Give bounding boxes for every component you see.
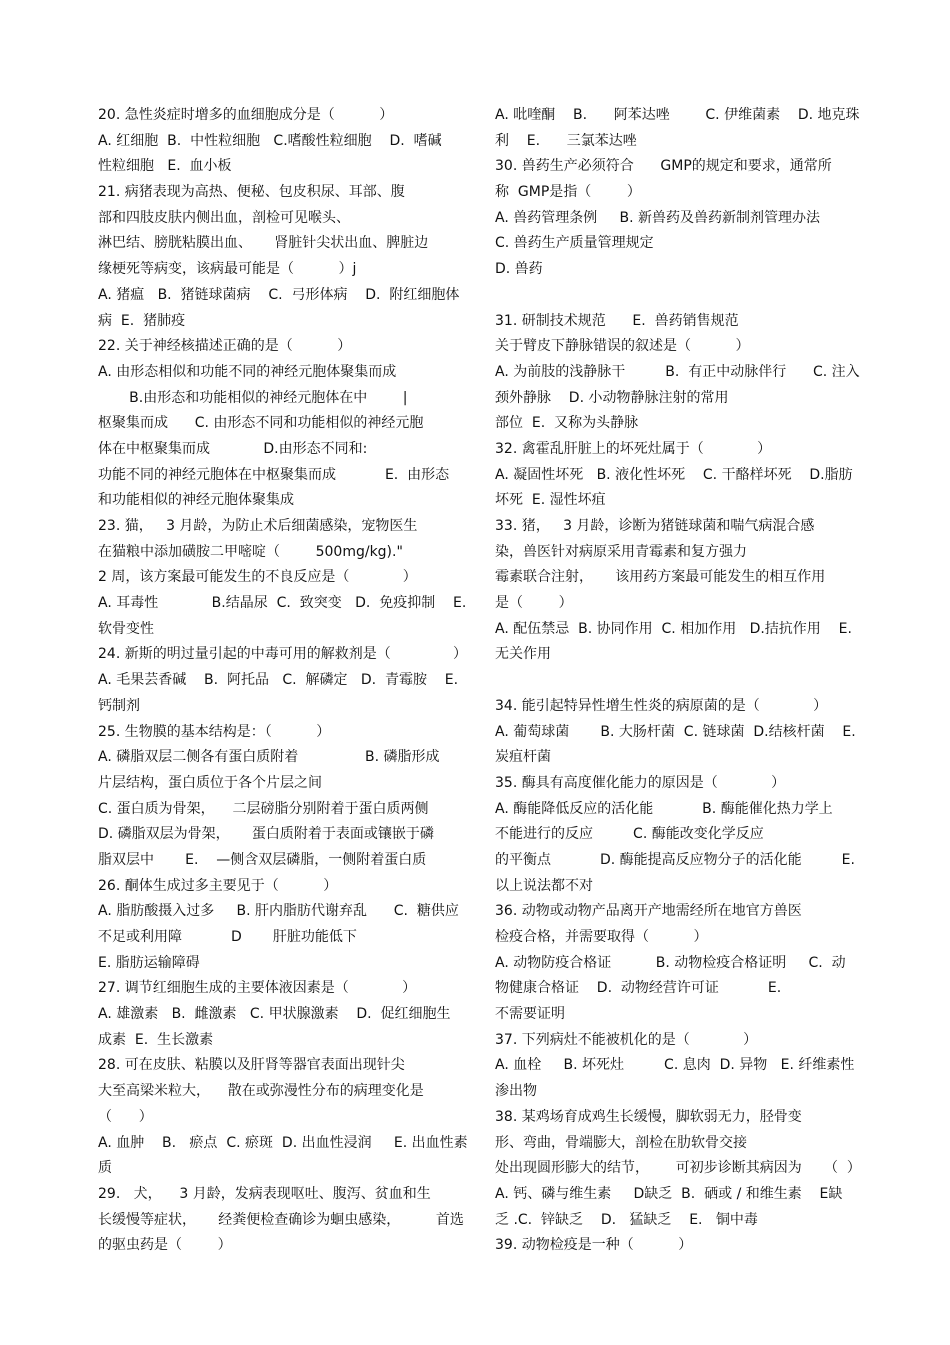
text-line: 颈外静脉 D. 小动物静脉注射的常用 <box>495 389 729 406</box>
text-line: D. 磷脂双层为骨架， 蛋白质附着于表面或镶嵌于磷 <box>98 826 434 843</box>
text-line: 21. 病猪表现为高热、便秘、包皮积尿、耳部、腹 <box>98 184 405 201</box>
text-line: 关于臂皮下静脉错误的叙述是（ ） <box>495 338 750 355</box>
text-line: 26. 酮体生成过多主要见于（ ） <box>98 877 338 894</box>
text-line: 成素 E. 生长激素 <box>98 1031 214 1048</box>
text-line: 32. 禽霍乱肝脏上的坏死灶属于（ ） <box>495 440 772 457</box>
text-line: C. 兽药生产质量管理规定 <box>495 235 654 252</box>
text-line: 27. 调节红细胞生成的主要体液因素是（ ） <box>98 980 417 997</box>
text-line: A. 葡萄球菌 B. 大肠杆菌 C. 链球菌 D.结核杆菌 E. <box>495 723 856 740</box>
text-line: 大至高梁米粒大， 散在或弥漫性分布的病理变化是 <box>98 1083 424 1100</box>
text-line: A. 脂肪酸摄入过多 B. 肝内脂肪代谢弃乱 C. 糖供应 <box>98 903 459 920</box>
text-line: 软骨变性 <box>98 620 154 637</box>
text-line: 性粒细胞 E. 血小板 <box>98 158 232 175</box>
text-line: 在猫粮中添加磺胺二甲嘧啶（ 500mg/kg)." <box>98 543 403 560</box>
text-line: 36. 动物或动物产品离开产地需经所在地官方兽医 <box>495 903 802 920</box>
text-line: 处出现圆形膨大的结节， 可初步诊断其病因为 （ ） <box>495 1160 861 1177</box>
text-line: A. 酶能降低反应的活化能 B. 酶能催化热力学上 <box>495 800 833 817</box>
text-line: 33. 猪， 3 月龄，诊断为猪链球菌和喘气病混合感 <box>495 518 815 534</box>
text-line: A. 耳毒性 B.结晶尿 C. 致突变 D. 免疫抑制 E. <box>98 595 467 612</box>
text-line: 34. 能引起特异性增生性炎的病原菌的是（ ） <box>495 697 828 714</box>
text-line <box>495 283 865 309</box>
text-line: 缘梗死等病变，该病最可能是（ ）j <box>98 261 357 278</box>
text-line: 39. 动物检疫是一种（ ） <box>495 1237 693 1254</box>
text-line: 病 E. 猪肺疫 <box>98 312 186 329</box>
text-line: A. 毛果芸香碱 B. 阿托品 C. 解磷定 D. 青霉胺 E. <box>98 672 459 689</box>
text-line: 不能进行的反应 C. 酶能改变化学反应 <box>495 826 764 843</box>
text-line: 淋巴结、膀胱粘膜出血、 肾脏针尖状出血、脾脏边 <box>98 235 429 252</box>
text-line: A. 红细胞 B. 中性粒细胞 C.嗜酸性粒细胞 D. 嗜碱 <box>98 132 442 149</box>
text-line: A. 配伍禁忌 B. 协同作用 C. 相加作用 D.拮抗作用 E. <box>495 620 852 637</box>
text-line: 乏 .C. 锌缺乏 D. 猛缺乏 E. 铜中毒 <box>495 1211 758 1228</box>
text-line: 脂双层中 E. —侧含双层磷脂，一侧附着蛋白质 <box>98 851 427 868</box>
text-line: A. 凝固性坏死 B. 液化性坏死 C. 干酪样坏死 D.脂肪 <box>495 466 853 483</box>
text-line: 检疫合格，并需要取得（ ） <box>495 929 708 945</box>
text-line: 形、弯曲，骨端膨大，剖检在肋软骨交接 <box>495 1134 747 1151</box>
text-line <box>495 668 865 694</box>
text-line: 物健康合格证 D. 动物经营许可证 E. <box>495 980 782 997</box>
text-line: 20. 急性炎症时增多的血细胞成分是（ ） <box>98 107 394 123</box>
text-line: A. 血肿 B. 瘀点 C. 瘀斑 D. 出血性浸润 E. 出血性素 <box>98 1134 468 1151</box>
text-line: 坏死 E. 湿性坏疽 <box>495 492 606 509</box>
text-line: 23. 猫， 3 月龄，为防止术后细菌感染，宠物医生 <box>98 518 418 534</box>
text-line: A. 吡喹酮 B. 阿苯达唑 C. 伊维菌素 D. 地克珠 <box>495 107 860 123</box>
text-line: 30. 兽药生产必须符合 GMP的规定和要求，通常所 <box>495 158 832 175</box>
text-line: 钙制剂 <box>98 697 140 714</box>
text-line: 以上说法都不对 <box>495 877 593 894</box>
text-line: 的驱虫药是（ ） <box>98 1237 232 1254</box>
text-line: A. 钙、磷与维生素 D缺乏 B. 硒或 / 和维生素 E缺 <box>495 1185 843 1202</box>
text-line: C. 蛋白质为骨架， 二层磅脂分别附着于蛋白质两侧 <box>98 800 429 817</box>
text-line: B.由形态和功能相似的神经元胞体在中 | <box>98 389 408 406</box>
text-line: 31. 研制技术规范 E. 兽药销售规范 <box>495 312 739 329</box>
text-line: 25. 生物膜的基本结构是：（ ） <box>98 723 331 740</box>
text-line: 37. 下列病灶不能被机化的是（ ） <box>495 1031 758 1048</box>
text-line: A. 兽药管理条例 B. 新兽药及兽药新制剂管理办法 <box>495 209 820 226</box>
text-line: 体在中枢聚集而成 D.由形态不同和: <box>98 440 368 457</box>
text-line: A. 血栓 B. 坏死灶 C. 息肉 D. 异物 E. 纤维素性 <box>495 1057 855 1074</box>
text-line: A. 猪瘟 B. 猪链球菌病 C. 弓形体病 D. 附红细胞体 <box>98 286 460 303</box>
text-line: 22. 关于神经核描述正确的是（ ） <box>98 338 352 355</box>
text-line: 炭疽杆菌 <box>495 749 551 766</box>
text-line: 不足或利用障 D 肝脏功能低下 <box>98 929 357 945</box>
text-line: 35. 酶具有高度催化能力的原因是（ ） <box>495 774 786 791</box>
text-line: 片层结构，蛋白质位于各个片层之间 <box>98 774 322 791</box>
text-line: 38. 某鸡场育成鸡生长缓慢，脚软弱无力，胫骨变 <box>495 1108 802 1125</box>
text-line: A. 磷脂双层二侧各有蛋白质附着 B. 磷脂形成 <box>98 749 440 766</box>
text-line: 无关作用 <box>495 646 551 663</box>
text-line: 28. 可在皮肤、粘膜以及肝肾等器官表面出现针尖 <box>98 1057 405 1074</box>
text-line: 长缓慢等症状， 经粪便检查确诊为蛔虫感染， 首选 <box>98 1211 464 1228</box>
text-line: 霉素联合注射， 该用药方案最可能发生的相互作用 <box>495 569 826 586</box>
text-line: E. 脂肪运输障碍 <box>98 954 200 971</box>
text-line: 的平衡点 D. 酶能提高反应物分子的活化能 E. <box>495 851 855 868</box>
text-line: A. 动物防疫合格证 B. 动物检疫合格证明 C. 动 <box>495 954 846 971</box>
text-line: A. 为前肢的浅静脉干 B. 有正中动脉伴行 C. 注入 <box>495 363 860 380</box>
text-line: 部位 E. 又称为头静脉 <box>495 415 639 432</box>
text-line: 和功能相似的神经元胞体聚集成 <box>98 492 294 509</box>
text-line: 24. 新斯的明过量引起的中毒可用的解救剂是（ ） <box>98 646 468 663</box>
text-line: 部和四肢皮肤内侧出血，剖检可见喉头、 <box>98 209 350 226</box>
text-line: 染，兽医针对病原采用青霉素和复方强力 <box>495 543 747 560</box>
text-line: A. 由形态相似和功能不同的神经元胞体聚集而成 <box>98 363 397 380</box>
text-line: 枢聚集而成 C. 由形态不同和功能相似的神经元胞 <box>98 415 424 432</box>
text-line: 是（ ） <box>495 595 573 612</box>
text-line: 29. 犬， 3 月龄，发病表现呕吐、腹泻、贫血和生 <box>98 1185 431 1202</box>
text-line: 称 GMP是指（ ） <box>495 184 641 201</box>
text-line: （ ） <box>98 1108 153 1125</box>
text-line: 不需要证明 <box>495 1006 565 1023</box>
text-line: A. 雄激素 B. 雌激素 C. 甲状腺激素 D. 促红细胞生 <box>98 1006 451 1023</box>
text-line: 2 周，该方案最可能发生的不良反应是（ ） <box>98 569 417 586</box>
left-column <box>98 103 468 1259</box>
text-line: 质 <box>98 1160 112 1177</box>
text-line: 功能不同的神经元胞体在中枢聚集而成 E. 由形态 <box>98 466 450 483</box>
text-line: 利 E. 三氯苯达唑 <box>495 132 637 149</box>
text-line: 渗出物 <box>495 1083 537 1100</box>
right-column <box>495 103 865 1259</box>
text-line: D. 兽药 <box>495 261 543 278</box>
